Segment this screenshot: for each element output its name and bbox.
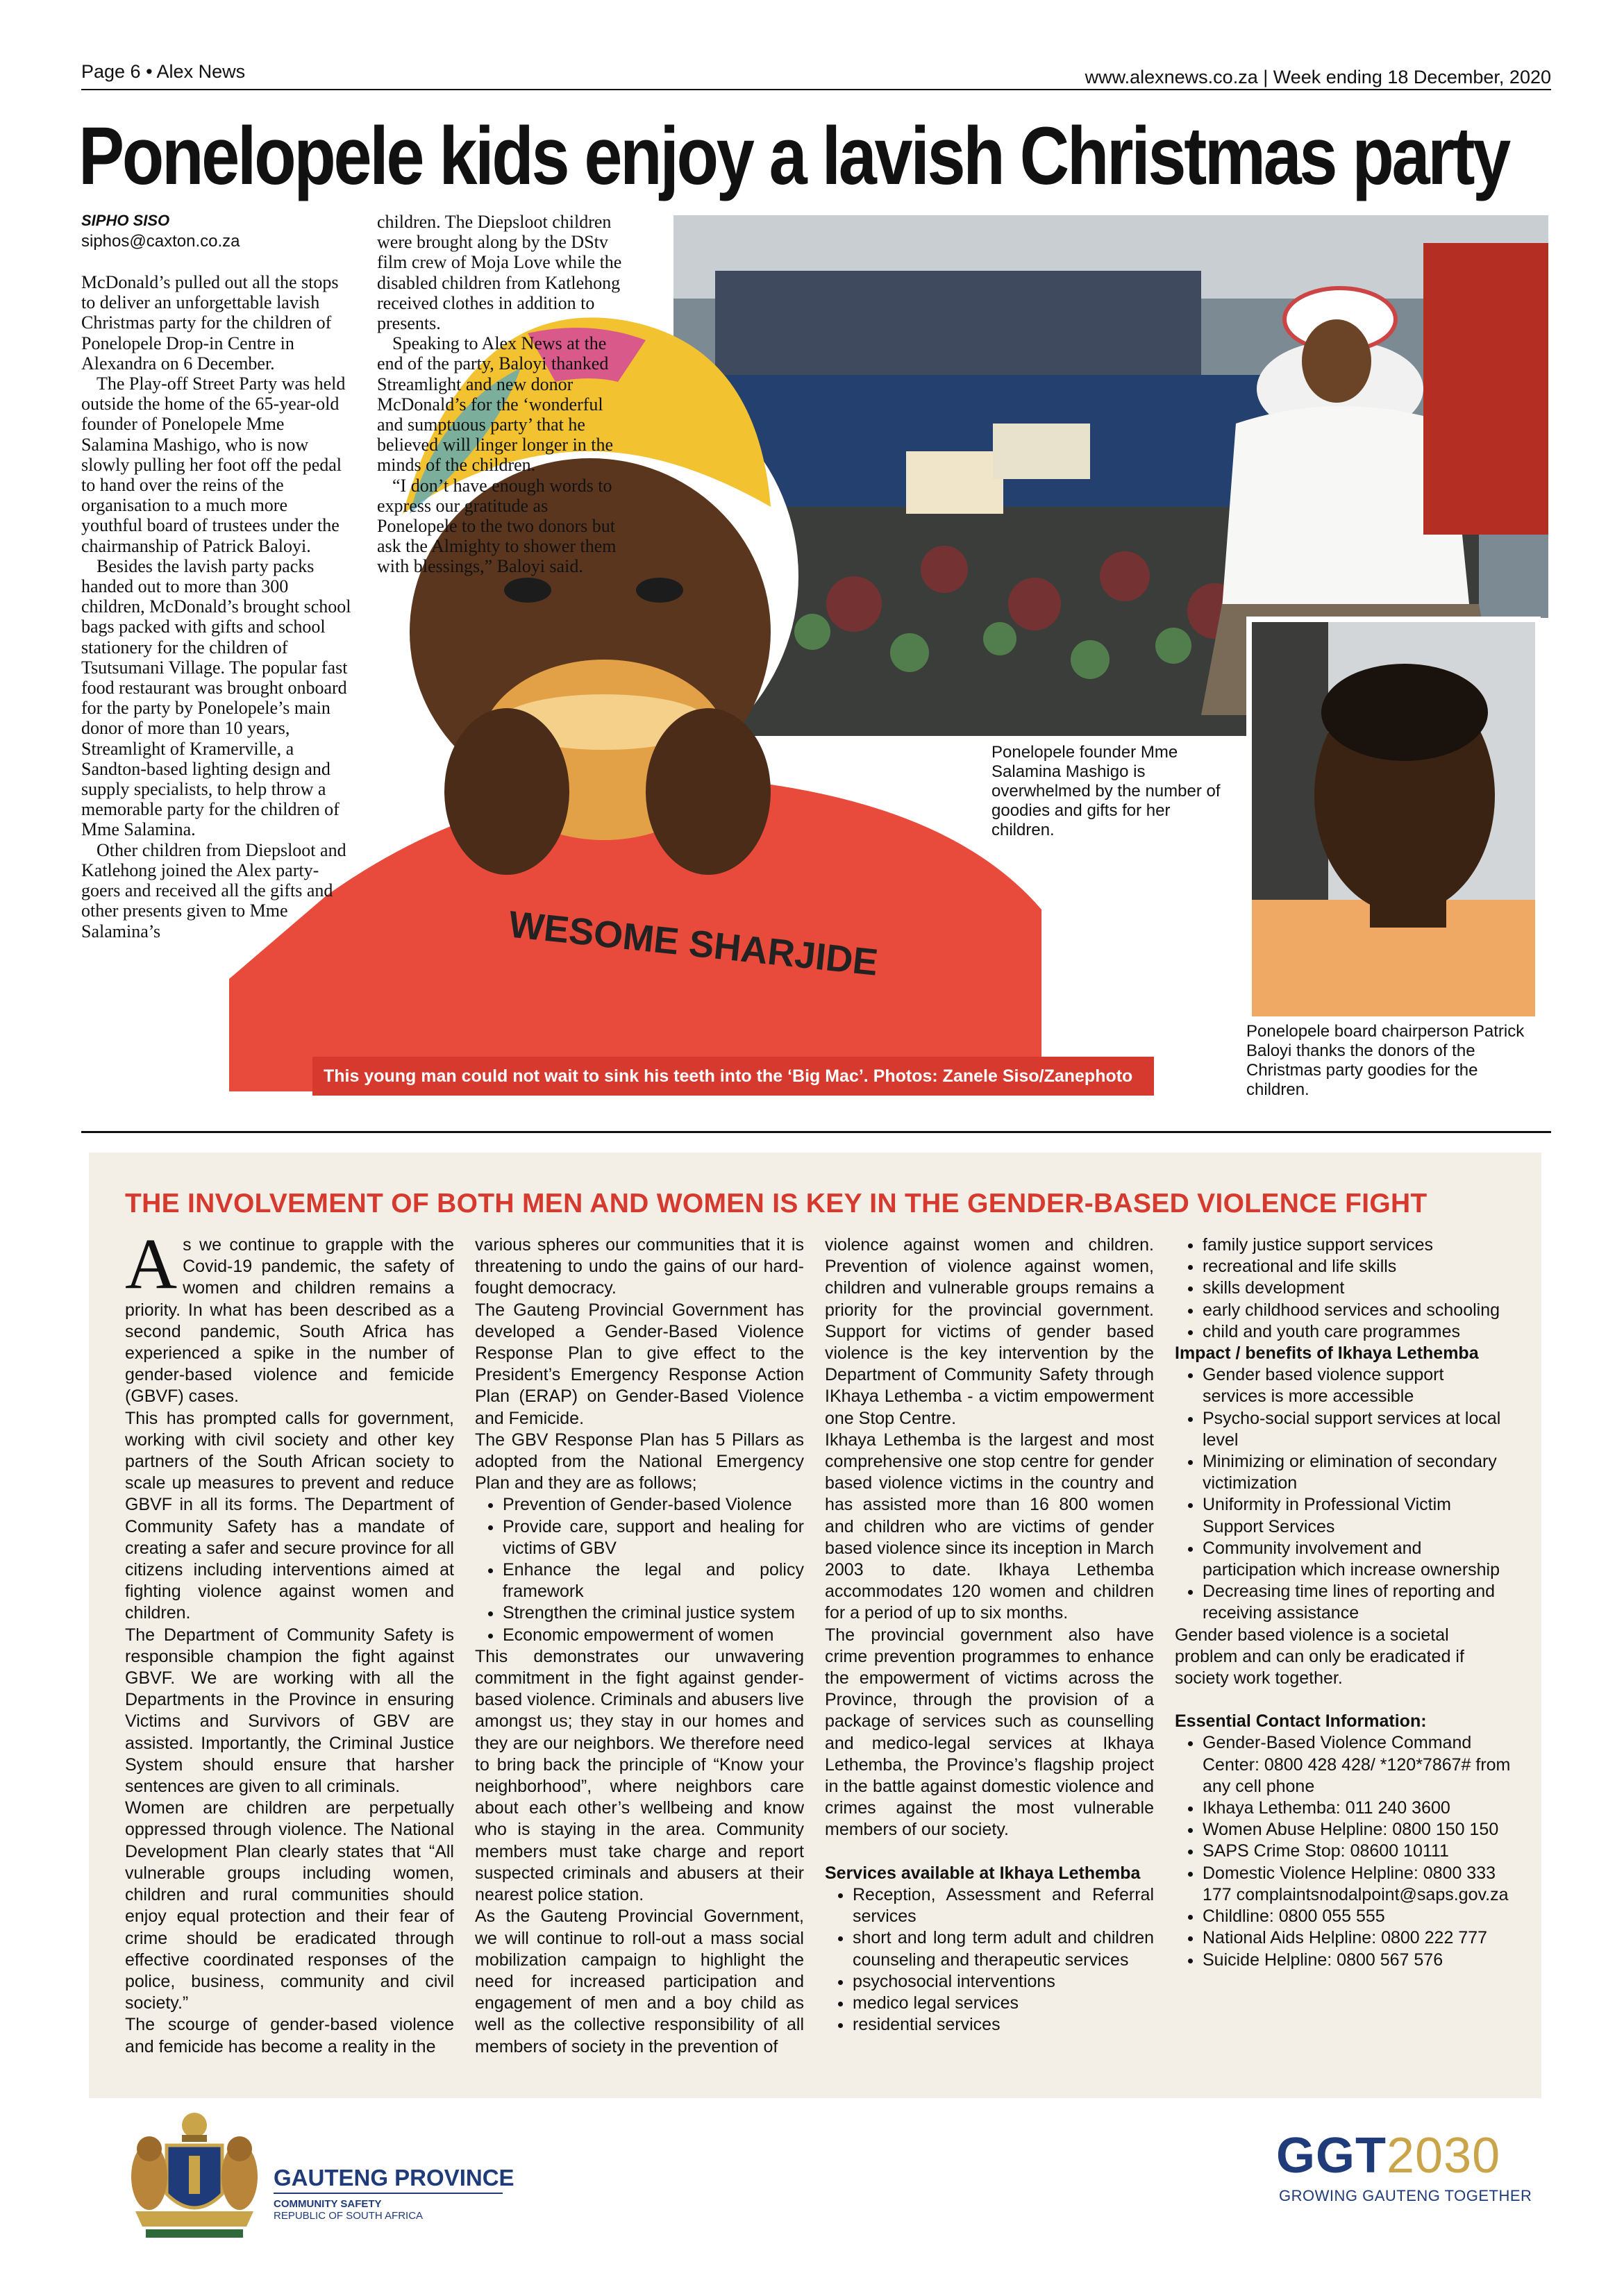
- spacer: [825, 1841, 1154, 1863]
- contacts-heading: Essential Contact Information:: [1175, 1711, 1427, 1732]
- list-item: • Strengthen the criminal justice system: [503, 1602, 804, 1624]
- paragraph: The GBV Response Plan has 5 Pillars as adopted from the National Emergency Plan and they are as follows;: [475, 1430, 804, 1493]
- byline-email[interactable]: siphos@caxton.co.za: [81, 232, 240, 251]
- paragraph: violence against women and children. Prevention of violence against women, children and vulnerable groups remains a priority for the provincial government. Support for victims of gender based violence is the key intervention by the Department of Community Safety through IKhaya Lethemba - a victim empowerment one Stop Centre.: [825, 1235, 1154, 1428]
- paragraph-text: s we continue to grapple with the Covid-19 pandemic, the safety of women and children remains a priority. In what has been described as a second pandemic, South Africa has experienced a spike in the number of gender-based violence and femicide (GBVF) cases.: [125, 1235, 454, 1407]
- list-item: • Decreasing time lines of reporting and receiving assistance: [1203, 1581, 1512, 1624]
- list-item: • Uniformity in Professional Victim Support Services: [1203, 1494, 1512, 1537]
- list-item: • Reception, Assessment and Referral services: [853, 1884, 1154, 1927]
- ggt-text: GGT: [1276, 2128, 1387, 2184]
- services-list-continued: [1175, 1234, 1512, 1343]
- list-item: • residential services: [853, 2014, 1154, 2036]
- paragraph: children. The Diepsloot children were brought along by the DStv film crew of Moja Love while the disabled children from Katlehong received clothes in addition to presents.: [377, 212, 622, 334]
- pillars-list: [475, 1494, 804, 1645]
- list-item: • Suicide Helpline: 0800 567 576: [1203, 1950, 1512, 1971]
- list-item: • Women Abuse Helpline: 0800 150 150: [1203, 1819, 1512, 1841]
- paragraph: Ikhaya Lethemba is the largest and most comprehensive one stop centre for gender based violence victims in the country and has assisted more than 16 800 women and children who are victims of gender based violence since its inception in March 2003 to date. Ikhaya Lethemba accommodates 120 women and children for a period of up to six months.: [825, 1430, 1154, 1623]
- advertorial-column-2: [475, 1234, 804, 2058]
- paragraph: various spheres our communities that it is threatening to undo the gains of our hard-fought democracy.: [475, 1235, 804, 1298]
- province-rule: [274, 2193, 503, 2194]
- impact-heading: Impact / benefits of Ikhaya Lethemba: [1175, 1343, 1479, 1364]
- contacts-list: [1175, 1732, 1512, 1970]
- ggt2030-logo: [1276, 2127, 1500, 2184]
- paragraph: As the Gauteng Provincial Government, we will continue to roll-out a mass social mobilization campaign to highlight the need for increased participation and engagement of men and a boy child as well as the collective responsibility of all members of society in the prevention of: [475, 1907, 804, 2056]
- article-column-1: [81, 272, 352, 1118]
- paragraph: Other children from Diepsloot and Katlehong joined the Alex party-goers and received all the gifts and other presents given to Mme Salamina’s: [81, 839, 346, 941]
- header-rule: [81, 89, 1551, 90]
- gauteng-coat-of-arms-icon: [125, 2107, 264, 2243]
- province-name: GAUTENG PROVINCE: [274, 2165, 514, 2190]
- paragraph: Besides the lavish party packs handed out to more than 300 children, McDonald’s brought school bags packed with gifts and school stationery for the children of Tsutsumani Village. The popular fast food restaurant was brought onboard for the party by Ponelopele’s main donor of more than 10 years, Streamlight of Kramerville, a Sandton-based lighting design and supply specialists, to help throw a memorable party for the children of Mme Salamina.: [81, 555, 351, 840]
- paragraph: McDonald’s pulled out all the stops to deliver an unforgettable lavish Christmas party for the children of Ponelopele Drop-in Centre in Alexandra on 6 December.: [81, 272, 339, 374]
- advertorial-column-3: [825, 1234, 1154, 2036]
- list-item: • Gender-Based Violence Command Center: 0800 428 428/ *120*7867# from any cell phone: [1203, 1732, 1512, 1798]
- republic-name: REPUBLIC OF SOUTH AFRICA: [274, 2210, 424, 2222]
- closing-paragraph: Gender based violence is a societal problem and can only be eradicated if society work together.: [1175, 1625, 1464, 1689]
- list-item: • medico legal services: [853, 1993, 1154, 2014]
- list-item: • Prevention of Gender-based Violence: [503, 1494, 804, 1516]
- article-rule: [81, 1131, 1551, 1133]
- list-item: • Gender based violence support services is more accessible: [1203, 1364, 1512, 1407]
- spacer: [1175, 1689, 1512, 1711]
- paragraph: [125, 1224, 454, 1408]
- ggt-tagline: GROWING GAUTENG TOGETHER: [1279, 2187, 1532, 2204]
- list-item: • child and youth care programmes: [1203, 1321, 1512, 1343]
- advertorial-column-4: [1175, 1234, 1512, 1971]
- advertorial-column-1: [125, 1224, 454, 2058]
- founder-caption: Ponelopele founder Mme Salamina Mashigo is overwhelmed by the number of goodies and gifts for her children.: [991, 743, 1221, 839]
- paragraph: “I don’t have enough words to express our gratitude as Ponelopele to the two donors but ask the Almighty to shower them with blessings,” Baloyi said.: [377, 475, 617, 577]
- paragraph: The Play-off Street Party was held outside the home of the 65-year-old founder of Ponelopele Mme Salamina Mashigo, who is now slowly pulling her foot off the pedal to hand over the reins of the organisation to a much more youthful board of trustees under the chairmanship of Patrick Baloyi.: [81, 374, 346, 556]
- list-item: • Minimizing or elimination of secondary victimization: [1203, 1451, 1512, 1494]
- list-item: • Childline: 0800 055 555: [1203, 1906, 1512, 1927]
- site-and-date: www.alexnews.co.za | Week ending 18 December, 2020: [1085, 67, 1551, 87]
- list-item: • Psycho-social support services at local level: [1203, 1408, 1512, 1451]
- list-item: • recreational and life skills: [1203, 1256, 1512, 1277]
- services-list: [825, 1884, 1154, 2036]
- list-item: • SAPS Crime Stop: 08600 10111: [1203, 1841, 1512, 1862]
- paragraph: This demonstrates our unwavering commitment in the fight against gender-based violence. Criminals and abusers live amongst us; they stay in our homes and they are our neighbors. We therefore need to bring back the principle of “Know your neighborhood”, where neighbors care about each other’s wellbeing and know who is staying in the area. Community members must take charge and report suspected criminals and abusers at their nearest police station.: [475, 1646, 804, 1905]
- list-item: • short and long term adult and children counseling and therapeutic services: [853, 1927, 1154, 1970]
- list-item: • Community involvement and participation which increase ownership: [1203, 1538, 1512, 1581]
- paragraph: The Gauteng Provincial Government has developed a Gender-Based Violence Response Plan to give effect to the President’s Emergency Response Action Plan (ERAP) on Gender-Based Violence and Femicide.: [475, 1300, 804, 1428]
- article-column-2: [377, 212, 631, 767]
- paragraph: Women are children are perpetually oppressed through violence. The National Development Plan clearly states that “All vulnerable groups including women, children and rural communities should enjoy equal protection and their fear of crime should be eradicated through effective coordinated responses of the police, business, community and civil society.”: [125, 1798, 454, 2013]
- ggt-year: 2030: [1387, 2128, 1501, 2184]
- list-item: • family justice support services: [1203, 1234, 1512, 1256]
- page-label: Page 6 • Alex News: [81, 61, 246, 82]
- list-item: • psychosocial interventions: [853, 1971, 1154, 1993]
- services-heading: Services available at Ikhaya Lethemba: [825, 1863, 1141, 1883]
- advertorial-title: THE INVOLVEMENT OF BOTH MEN AND WOMEN IS KEY IN THE GENDER-BASED VIOLENCE FIGHT: [125, 1189, 1428, 1218]
- list-item: • Economic empowerment of women: [503, 1625, 804, 1646]
- list-item: • Domestic Violence Helpline: 0800 333 177 complaintsnodalpoint@saps.gov.za: [1203, 1863, 1512, 1906]
- byline: SIPHO SISO: [81, 212, 170, 229]
- paragraph: The scourge of gender-based violence and femicide has become a reality in the: [125, 2015, 454, 2056]
- chairperson-caption: Ponelopele board chairperson Patrick Baloyi thanks the donors of the Christmas party goodies for the children.: [1246, 1022, 1525, 1099]
- paragraph: The Department of Community Safety is responsible champion the fight against GBVF. We are working with all the Departments in the Province in ensuring Victims and Survivors of GBV are assisted. Importantly, the Criminal Justice System should ensure that harsher sentences are given to all criminals.: [125, 1625, 454, 1797]
- list-item: • skills development: [1203, 1277, 1512, 1299]
- main-photo-caption: This young man could not wait to sink his teeth into the ‘Big Mac’. Photos: Zanele Siso/Zanephoto: [312, 1057, 1154, 1096]
- chairperson-photo: [1246, 617, 1541, 1022]
- impact-list: [1175, 1364, 1512, 1624]
- list-item: • Ikhaya Lethemba: 011 240 3600: [1203, 1798, 1512, 1819]
- department-name: COMMUNITY SAFETY: [274, 2198, 382, 2210]
- shirt-text: WESOME SHARJIDE: [506, 903, 880, 984]
- paragraph: This has prompted calls for government, working with civil society and other key partners of the South African society to scale up measures to prevent and reduce GBVF in all its forms. The Department of Community Safety has a mandate of creating a safer and secure province for all citizens including interventions aimed at fighting violence against women and children.: [125, 1408, 454, 1623]
- paragraph: Speaking to Alex News at the end of the party, Baloyi thanked Streamlight and new donor McDonald’s for the ‘wonderful and sumptuous party’ that he believed will linger longer in the minds of the children.: [377, 333, 614, 476]
- paragraph: The provincial government also have crime prevention programmes to enhance the empowerment of victims across the Province, through the provision of a package of services such as counselling and medico-legal services at Ikhaya Lethemba, the Province’s flagship project in the battle against domestic violence and crimes against the most vulnerable members of our society.: [825, 1625, 1154, 1840]
- list-item: • National Aids Helpline: 0800 222 777: [1203, 1927, 1512, 1949]
- list-item: • Provide care, support and healing for victims of GBV: [503, 1516, 804, 1559]
- headline: Ponelopele kids enjoy a lavish Christmas party: [78, 110, 1509, 202]
- list-item: • Enhance the legal and policy framework: [503, 1559, 804, 1602]
- list-item: • early childhood services and schooling: [1203, 1300, 1512, 1321]
- dropcap: A: [125, 1224, 178, 1304]
